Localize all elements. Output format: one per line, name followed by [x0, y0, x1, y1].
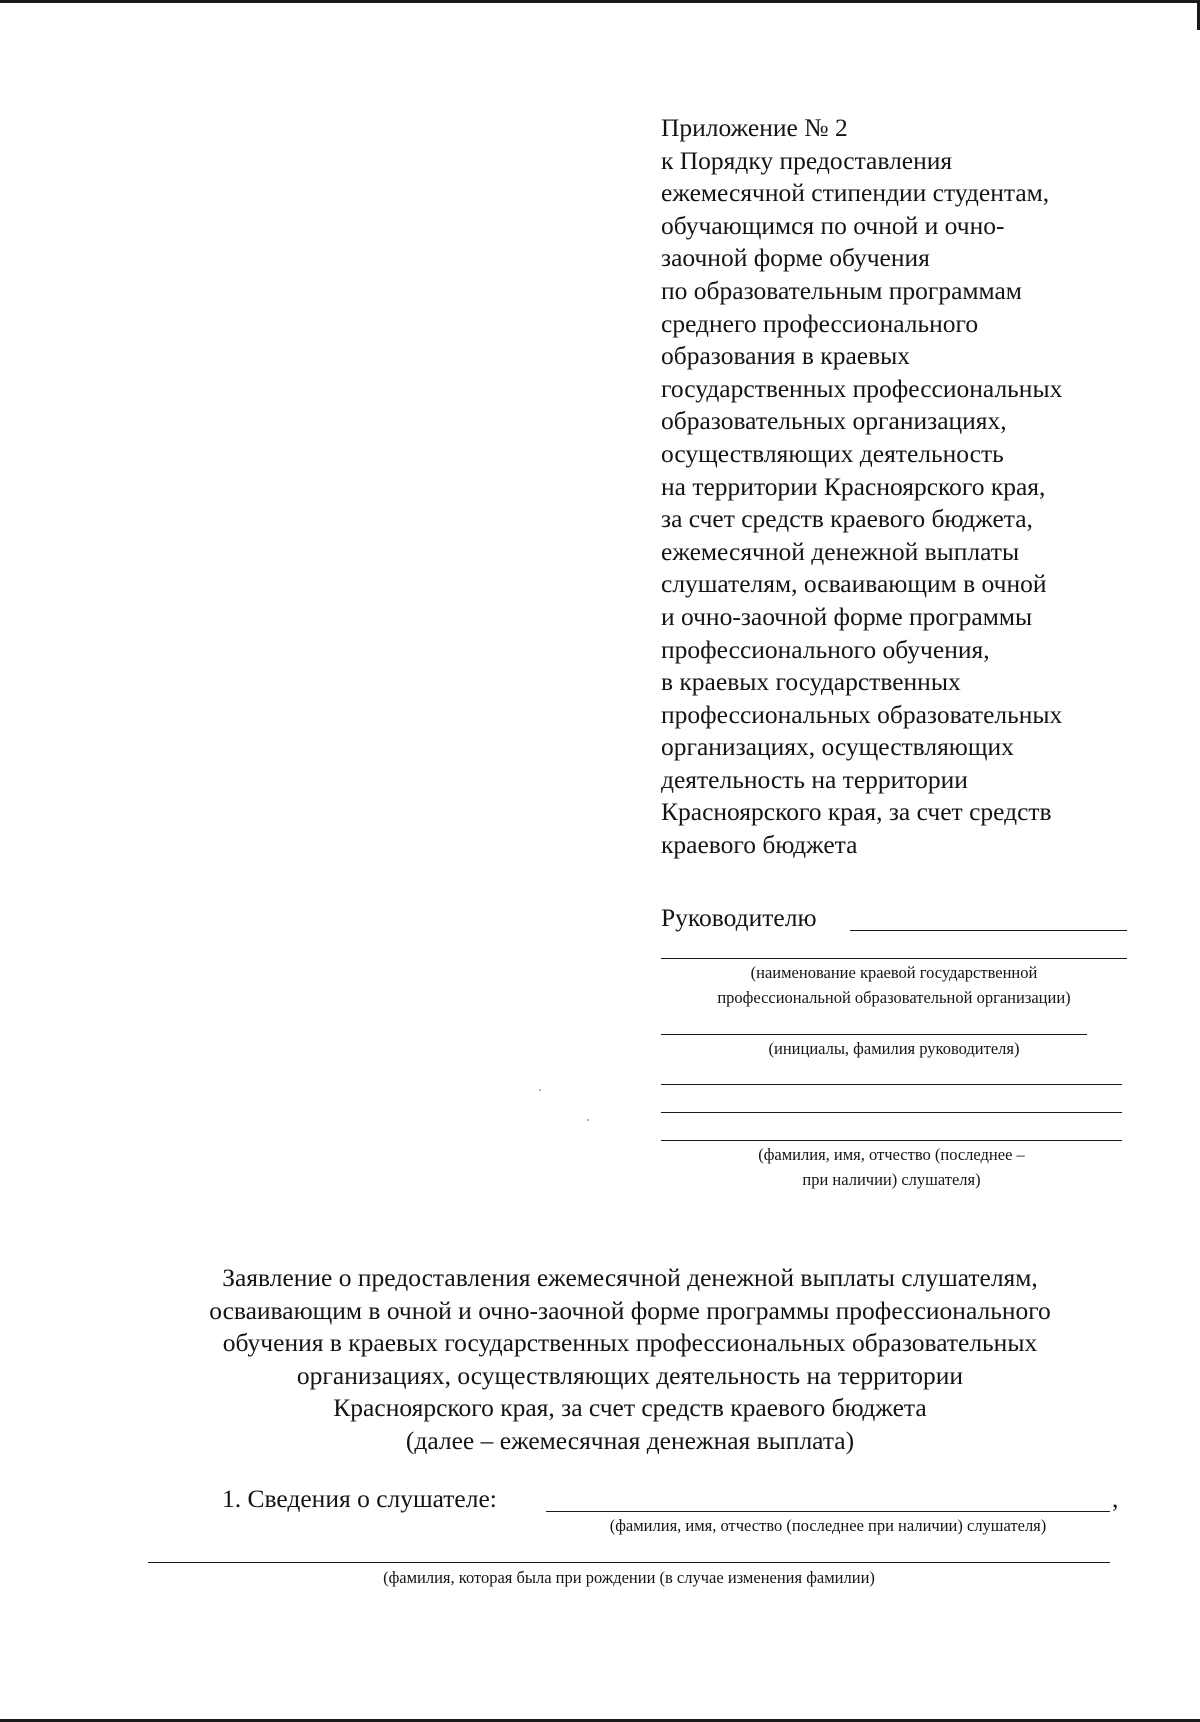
- title-line: (далее – ежемесячная денежная выплата): [405, 1425, 855, 1455]
- org-name-caption: профессиональной образовательной организации): [717, 988, 1071, 1007]
- birth-surname-caption: (фамилия, которая была при рождении (в случае изменения фамилии): [383, 1568, 875, 1587]
- listener-name-field-line[interactable]: [661, 1140, 1122, 1141]
- director-org-field-line[interactable]: [850, 930, 1127, 931]
- birth-surname-field-line[interactable]: [148, 1562, 1110, 1563]
- appendix-line: профессионального обучения,: [661, 634, 990, 664]
- appendix-line: Приложение № 2: [661, 113, 848, 142]
- title-line: Красноярского края, за счет средств краевого бюджета: [333, 1393, 927, 1423]
- listener-fio-field-line[interactable]: [546, 1511, 1110, 1512]
- scan-speck: [587, 1119, 589, 1121]
- director-name-field-line[interactable]: [661, 1034, 1087, 1035]
- appendix-line: ежемесячной стипендии студентам,: [661, 178, 1050, 208]
- appendix-line: организациях, осуществляющих: [661, 732, 1014, 762]
- listener-name-field-line[interactable]: [661, 1112, 1122, 1113]
- appendix-line: среднего профессионального: [661, 308, 979, 338]
- title-line: обучения в краевых государственных профессиональных образовательных: [222, 1328, 1038, 1358]
- appendix-line: ежемесячной денежной выплаты: [661, 536, 1020, 566]
- appendix-header: [661, 112, 1121, 862]
- title-line: Заявление о предоставления ежемесячной денежной выплаты слушателям,: [222, 1263, 1038, 1292]
- appendix-line: заочной форме обучения: [661, 243, 930, 273]
- section-1-comma: ,: [1112, 1484, 1119, 1513]
- appendix-line: на территории Красноярского края,: [661, 471, 1046, 501]
- listener-name-caption: при наличии) слушателя): [802, 1170, 981, 1189]
- listener-name-caption: (фамилия, имя, отчество (последнее –: [758, 1145, 1025, 1164]
- appendix-line: слушателям, осваивающим в очной: [661, 569, 1047, 599]
- appendix-line: образовательных организациях,: [661, 406, 1007, 436]
- appendix-line: профессиональных образовательных: [661, 699, 1063, 729]
- org-name-field-line[interactable]: [661, 958, 1127, 959]
- section-1-label: 1. Сведения о слушателе:: [222, 1484, 497, 1513]
- appendix-line: осуществляющих деятельность: [661, 438, 1004, 468]
- listener-fio-caption: (фамилия, имя, отчество (последнее при наличии) слушателя): [609, 1516, 1047, 1535]
- appendix-line: образования в краевых: [661, 341, 910, 371]
- director-name-caption: (инициалы, фамилия руководителя): [768, 1039, 1020, 1058]
- appendix-line: краевого бюджета: [661, 830, 858, 860]
- addressee-heading: Руководителю: [661, 903, 817, 932]
- appendix-line: деятельность на территории: [661, 764, 968, 794]
- appendix-line: Красноярского края, за счет средств: [661, 797, 1052, 827]
- appendix-line: к Порядку предоставления: [661, 145, 953, 175]
- scan-edge-top: [0, 0, 1200, 3]
- org-name-caption: (наименование краевой государственной: [750, 963, 1038, 982]
- appendix-line: в краевых государственных: [661, 667, 961, 697]
- scan-speck: [539, 1089, 541, 1091]
- appendix-line: за счет средств краевого бюджета,: [661, 504, 1033, 534]
- title-line: организациях, осуществляющих деятельность на территории: [296, 1360, 964, 1390]
- title-line: осваивающим в очной и очно-заочной форме программы профессионального: [209, 1295, 1051, 1325]
- appendix-line: и очно-заочной форме программы: [661, 601, 1033, 631]
- appendix-line: государственных профессиональных: [661, 373, 1063, 403]
- listener-name-field-line[interactable]: [661, 1084, 1122, 1085]
- appendix-line: обучающимся по очной и очно-: [661, 210, 1005, 240]
- application-title: [100, 1262, 1160, 1458]
- appendix-line: по образовательным программам: [661, 275, 1022, 305]
